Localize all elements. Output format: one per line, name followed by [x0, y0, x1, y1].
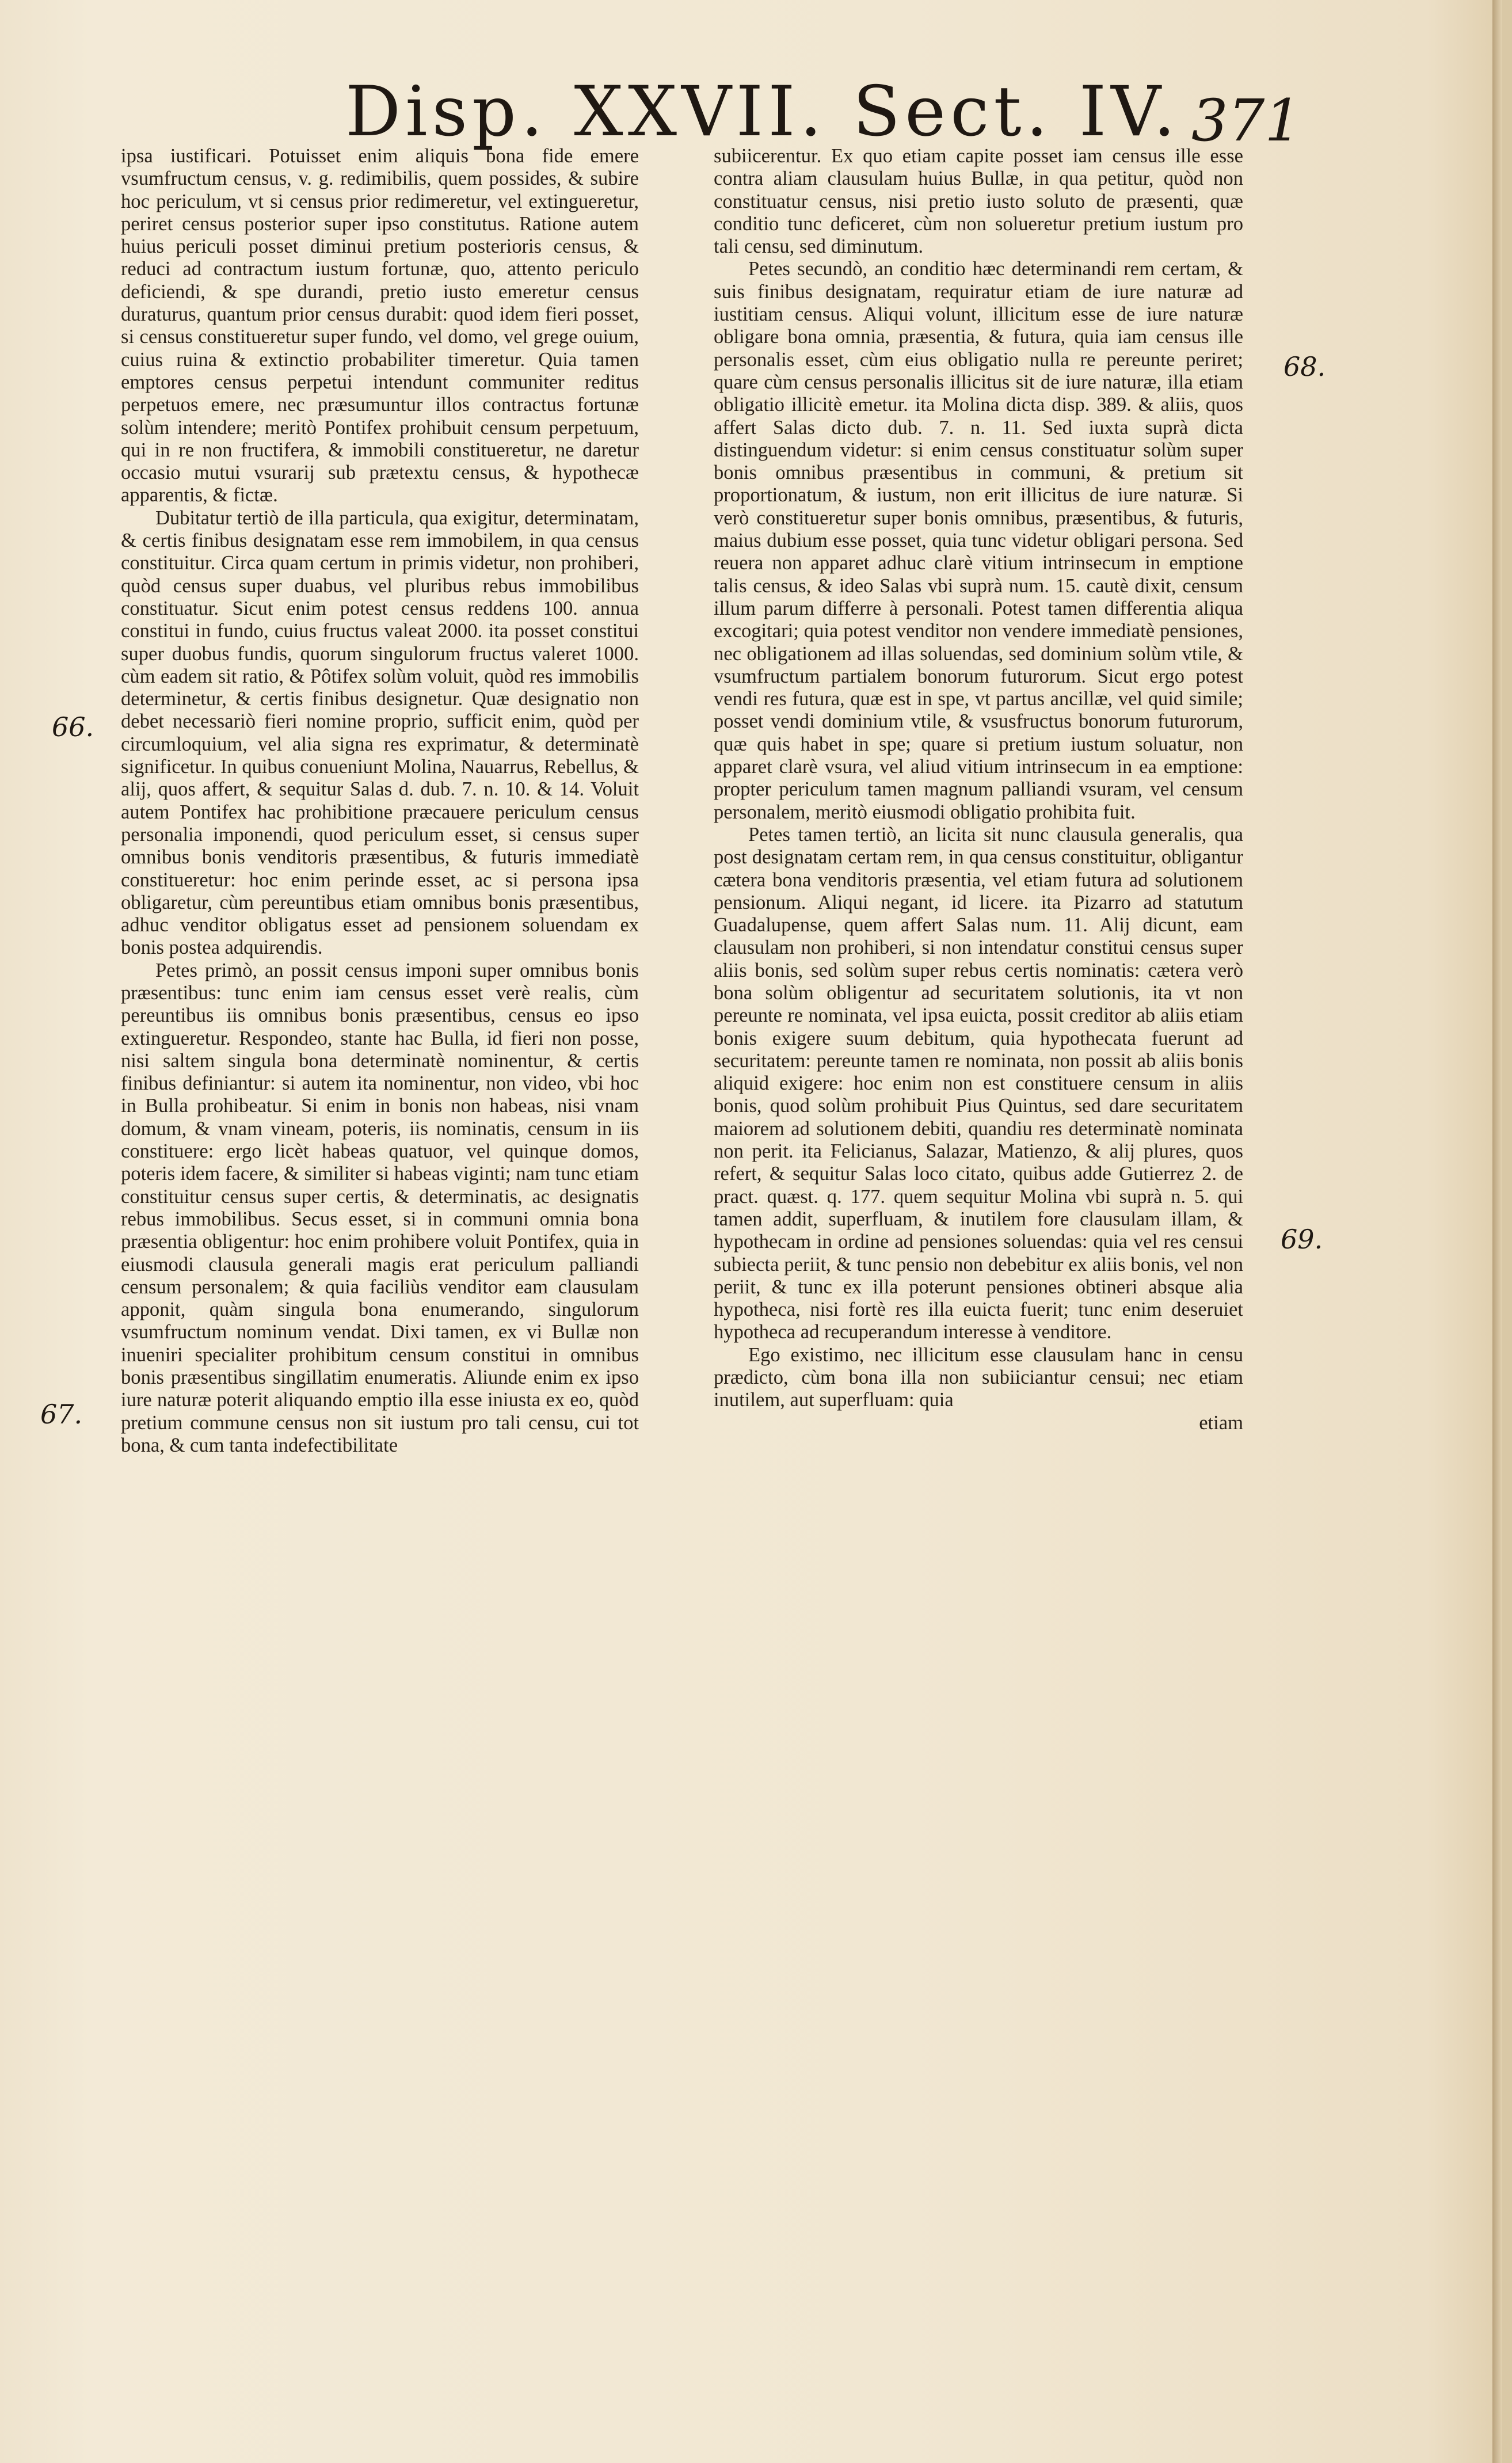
- paragraph: Petes secundò, an conditio hæc determinandi rem certam, & suis finibus designatam, requiratur etiam de iure naturæ ad iustitiam census. Aliqui volunt, illicitum esse de iure naturæ obligare bona omnia, præsentia, & futura, quia iam census ille personalis esset, cùm eius obligatio nulla re pereunte periret; quare cùm census personalis illicitus sit de iure naturæ, illa etiam obligatio illicitè emetur. ita Molina dicta disp. 389. & aliis, quos affert Salas dicto dub. 7. n. 11. Sed iuxta suprà dicta distinguendum videtur: si enim census constituatur solùm super bonis omnibus præsentibus in communi, & pretium sit proportionatum, & iustum, non erit illicitus de iure naturæ. Si verò constitueretur super bonis omnibus, præsentibus, & futuris, maius dubium esse posset, quia tunc videtur obligari persona. Sed reuera non apparet adhuc clarè vitium intrinsecum in emptione talis census, & ideo Salas vbi suprà num. 15. cautè dixit, censum illum parum differre à personali. Potest tamen differentia aliqua excogitari; quia potest venditor non vendere immediatè pensiones, nec obligationem ad illas soluendas, sed dominium solùm vtile, & vsumfructum partialem bonorum futurorum. Sicut ergo potest vendi res futura, quæ est in spe, vt partus ancillæ, vel quid simile; posset vendi dominium vtile, & vsusfructus bonorum futurorum, quæ quis habet in spe; quare si pretium iustum soluatur, non apparet clarè vsura, vel aliud vitium intrinsecum in ea emptione: propter periculum tamen magnum palliandi vsuram, vel censum personalem, meritò eiusmodi obligatio prohibita fuit.: [714, 258, 1243, 823]
- margin-number-69: 69.: [1281, 1224, 1323, 1255]
- running-head: Disp. XXVII. Sect. IV.: [345, 72, 1180, 152]
- page-edge: [1492, 0, 1502, 2463]
- paragraph: Petes tamen tertiò, an licita sit nunc clausula generalis, qua post designatam certam rem, in qua census constituitur, obligantur cætera bona venditoris præsentia, vel etiam futura ad solutionem pensionum. Aliqui negant, id licere. ita Pizarro ad statutum Guadalupense, quem affert Salas num. 11. Alij dicunt, eam clausulam non prohiberi, si non intendatur constitui census super aliis bonis, sed solùm super rebus certis nominatis: cætera verò bona solùm obligentur ad securitatem solutionis, ita vt non pereunte re nominata, vel ipsa euicta, possit creditor ab aliis etiam bonis exigere suum debitum, quia hypothecata fuerunt ad securitatem: pereunte tamen re nominata, non possit ab aliis bonis aliquid exigere: hoc enim non est constituere censum in aliis bonis, quod solùm prohibuit Pius Quintus, sed dare securitatem maiorem ad solutionem debiti, quandiu res determinatè nominata non perit. ita Felicianus, Salazar, Matienzo, & alij plures, quos refert, & sequitur Salas loco citato, quibus adde Gutierrez 2. de pract. quæst. q. 177. quem sequitur Molina vbi suprà n. 5. qui tamen addit, superfluam, & inutilem fore clausulam illam, & hypothecam in ordine ad pensiones soluendas: quia vel res censui subiecta periit, & tunc pensio non debebitur ex aliis bonis, vel non periit, & tunc ex illa poterunt pensiones obtineri absque alia hypotheca, nisi fortè res illa euicta fuerit; tunc enim deseruiet hypotheca ad recuperandum interesse à venditore.: [714, 823, 1243, 1343]
- catchword: etiam: [1199, 1411, 1243, 1434]
- paragraph: Dubitatur tertiò de illa particula, qua exigitur, determinatam, & certis finibus designatam esse rem immobilem, in qua census constituitur. Circa quam certum in primis videtur, non prohiberi, quòd census super duabus, vel pluribus rebus immobilibus constituatur. Sicut enim potest census reddens 100. annua constitui in fundo, cuius fructus valeat 2000. ita posset constitui super duobus fundis, quorum singulorum fructus valeret 1000. cùm eadem sit ratio, & Pôtifex solùm voluit, quòd res immobilis determinetur, & certis finibus designetur. Quæ designatio non debet necessariò fieri nomine proprio, sufficit enim, quòd per circumloquium, vel alia signa res exprimatur, & determinatè significetur. In quibus conueniunt Molina, Nauarrus, Rebellus, & alij, quos affert, & sequitur Salas d. dub. 7. n. 10. & 14. Voluit autem Pontifex hac prohibitione præcauere periculum census personalia imponendi, quod periculum esset, si census super omnibus bonis venditoris præsentibus, & futuris immediatè constitueretur: hoc enim perinde esset, ac si persona ipsa obligaretur, cùm pereuntibus etiam omnibus bonis præsentibus, adhuc venditor obligatus esset ad pensionem soluendam ex bonis postea adquirendis.: [121, 507, 639, 959]
- paragraph: ipsa iustificari. Potuisset enim aliquis bona fide emere vsumfructum census, v. g. redimibilis, quem possides, & subire hoc periculum, vt si census prior redimeretur, vel extingueretur, periret census posterior super ipso constitutus. Ratione autem huius periculi posset diminui pretium posterioris census, & reduci ad contractum iustum fortunæ, quo, attento periculo deficiendi, & spe durandi, pretio iusto emeretur census duraturus, quantum prior census durabit: quod idem fieri posset, si census constitueretur super fundo, vel domo, vel grege ouium, cuius ruina & extinctio probabiliter timeretur. Quia tamen emptores census perpetui intendunt communiter reditus perpetuos emere, nec præsumuntur illos contractus fortunæ solùm intendere; meritò Pontifex prohibuit censum perpetuum, qui in re non fructifera, & immobili constitueretur, ne daretur occasio mutui vsurarij sub prætextu census, & hypothecæ apparentis, & fictæ.: [121, 145, 639, 507]
- page-number: 371: [1191, 87, 1301, 154]
- paragraph: subiicerentur. Ex quo etiam capite posset iam census ille esse contra aliam clausulam huius Bullæ, in qua petitur, quòd non constituatur census, nisi pretio iusto soluto de præsenti, quæ conditio tunc deficeret, cùm non solueretur pretium iustum pro tali censu, sed diminutum.: [714, 145, 1243, 258]
- margin-number-66: 66.: [52, 711, 94, 743]
- margin-number-68: 68.: [1284, 351, 1326, 382]
- paragraph: Ego existimo, nec illicitum esse clausulam hanc in censu prædicto, cùm bona illa non subiiciantur censui; nec etiam inutilem, aut superfluam: quia: [714, 1343, 1243, 1411]
- right-column: [714, 145, 1243, 2229]
- paragraph: Petes primò, an possit census imponi super omnibus bonis præsentibus: tunc enim iam census esset verè realis, cùm pereuntibus iis omnibus bonis præsentibus, census eo ipso extingueretur. Respondeo, stante hac Bulla, id fieri non posse, nisi saltem singula bona determinatè nominentur, & certis finibus definiantur: si autem ita nominentur, non video, vbi hoc in Bulla prohibeatur. Si enim in bonis non habeas, nisi vnam domum, & vnam vineam, poteris, iis nominatis, censum in iis constituere: ergo licèt habeas quatuor, vel quinque domos, poteris idem facere, & similiter si habeas viginti; nam tunc etiam constituitur census super certis, & determinatis, ac designatis rebus immobilibus. Secus esset, si in communi omnia bona præsentia obligentur: hoc enim prohibere voluit Pontifex, quia in eiusmodi clausula generali magis erat periculum palliandi censum personalem; & quia faciliùs venditor eam clausulam apponit, quàm singula bona enumerando, singulorum vsumfructum nominum vendat. Dixi tamen, ex vi Bullæ non inueniri specialiter prohibitum censum constitui in omnibus bonis præsentibus singillatim enumeratis. Aliunde enim ex ipso iure naturæ poterit aliquando emptio illa esse iniusta ex eo, quòd pretium commune census non sit iustum pro tali censu, cui tot bona, & cum tanta indefectibilitate: [121, 959, 639, 1456]
- left-column: [121, 145, 639, 2229]
- margin-number-67: 67.: [40, 1399, 83, 1430]
